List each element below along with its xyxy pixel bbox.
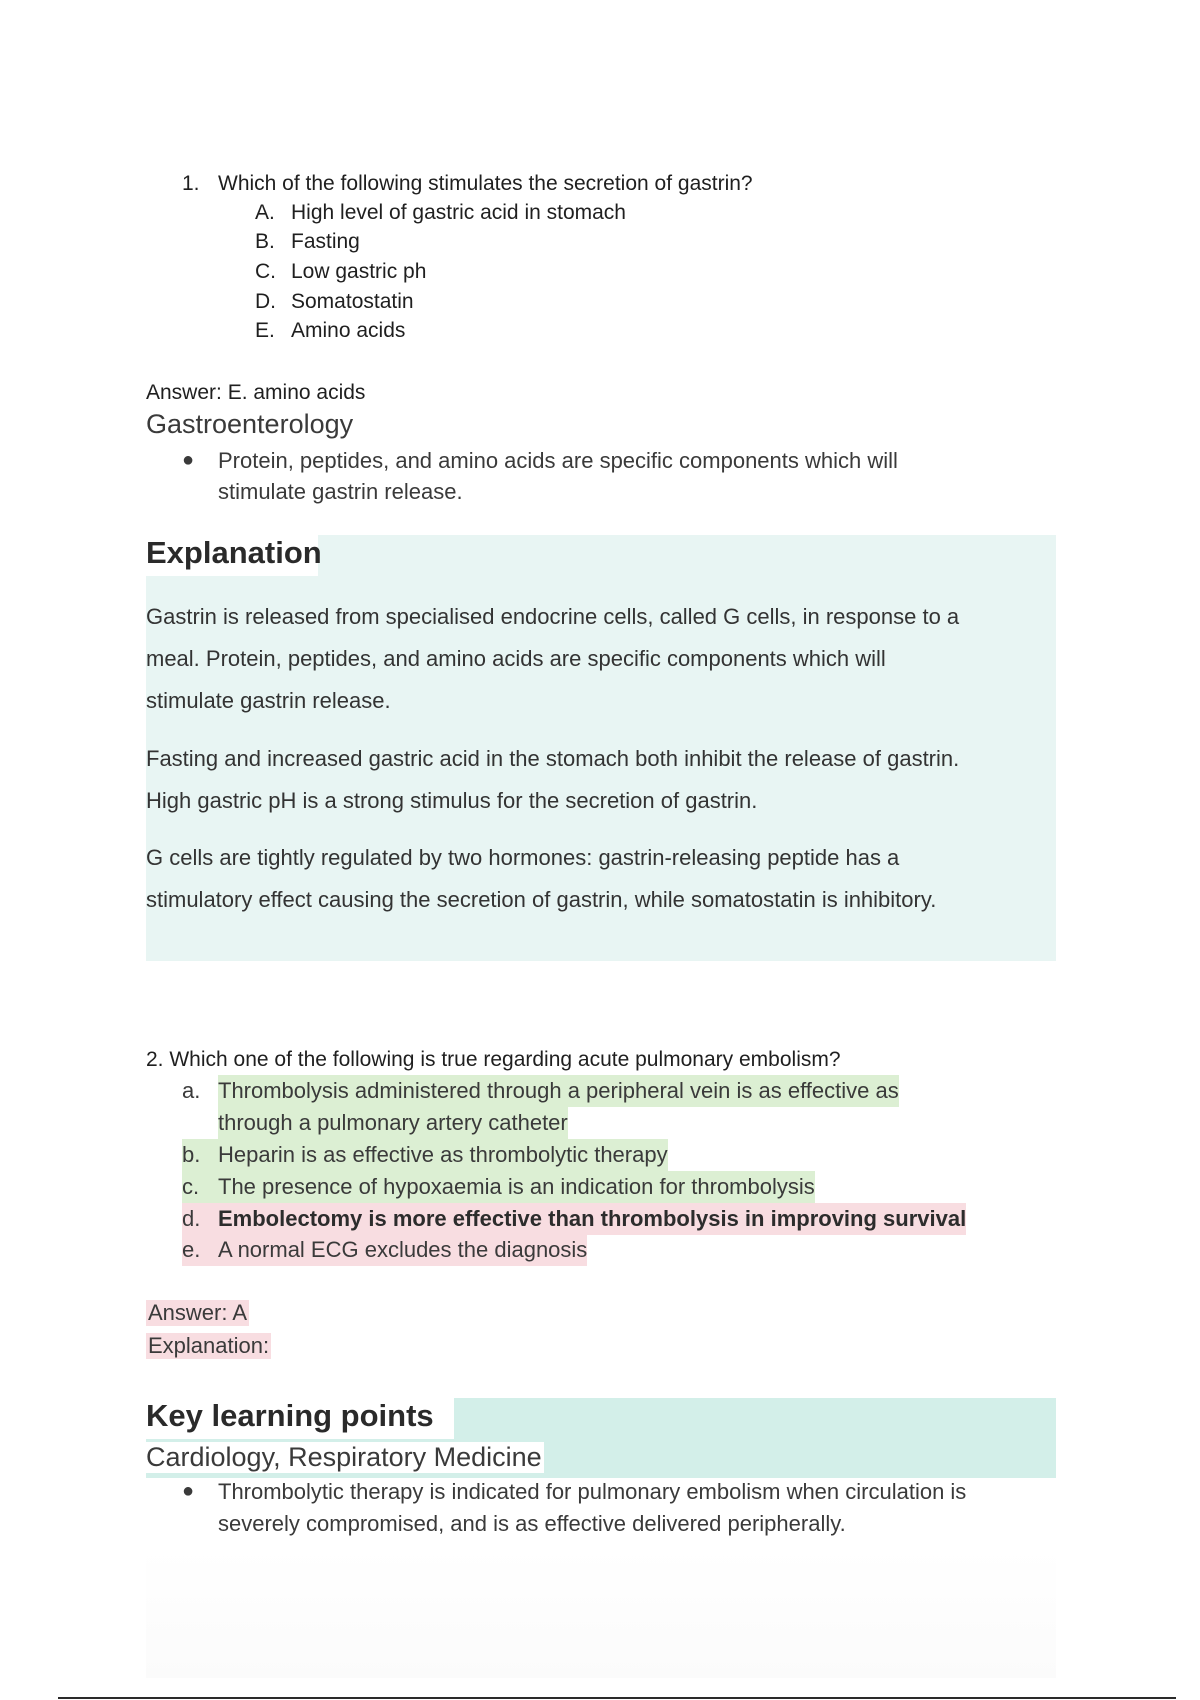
question-2-option-a — [182, 1075, 1052, 1139]
bottom-rule — [58, 1697, 1176, 1699]
explanation-line: G cells are tightly regulated by two hormones: gastrin-releasing peptide has a — [146, 845, 900, 870]
option-text: High level of gastric acid in stomach — [291, 201, 626, 224]
option-letter: d. — [182, 1203, 218, 1235]
question-2-stem: 2. Which one of the following is true regarding acute pulmonary embolism? — [146, 1048, 841, 1071]
question-1-option-d — [255, 290, 414, 314]
bullet-icon: ● — [182, 449, 195, 471]
explanation-line: Gastrin is released from specialised endocrine cells, called G cells, in response to a — [146, 604, 960, 629]
option-text-line: Thrombolysis administered through a peripheral vein is as effective as — [218, 1075, 899, 1107]
question-1-stem — [182, 172, 753, 196]
bullet-line: severely compromised, and is as effective delivered peripherally. — [218, 1511, 846, 1536]
explanation-paragraph-2 — [146, 738, 1051, 822]
question-2-option-b — [182, 1139, 1052, 1171]
question-1-topic: Gastroenterology — [146, 409, 354, 439]
option-text-line: Embolectomy is more effective than thrombolysis in improving survival — [218, 1203, 966, 1235]
question-2-explanation-label: Explanation: — [148, 1333, 270, 1358]
question-1-answer: Answer: E. amino acids — [146, 381, 366, 404]
option-letter: A. — [255, 201, 275, 224]
bullet-line: Protein, peptides, and amino acids are specific components which will — [218, 448, 898, 473]
option-text: Fasting — [291, 230, 360, 253]
explanation-line: meal. Protein, peptides, and amino acids are specific components which will — [146, 646, 886, 671]
option-letter: e. — [182, 1234, 218, 1266]
question-2-option-c — [182, 1171, 1052, 1203]
key-learning-points-heading: Key learning points — [146, 1398, 434, 1433]
option-letter: E. — [255, 319, 275, 342]
bullet-line: Thrombolytic therapy is indicated for pulmonary embolism when circulation is — [218, 1479, 967, 1504]
question-2-option-e — [182, 1234, 1052, 1266]
bullet-line: stimulate gastrin release. — [218, 479, 463, 504]
option-letter: C. — [255, 260, 276, 283]
question-2-option-d — [182, 1203, 1062, 1235]
option-text: Low gastric ph — [291, 260, 427, 283]
question-2-answer: Answer: A — [148, 1300, 248, 1325]
option-letter: D. — [255, 290, 276, 313]
explanation-line: stimulate gastrin release. — [146, 688, 391, 713]
key-learning-points-topic: Cardiology, Respiratory Medicine — [146, 1442, 542, 1472]
explanation-line: Fasting and increased gastric acid in the stomach both inhibit the release of gastrin. — [146, 746, 960, 771]
option-letter: c. — [182, 1171, 218, 1203]
question-1-option-a — [255, 201, 626, 225]
question-1-option-c — [255, 260, 426, 284]
option-letter: B. — [255, 230, 275, 253]
explanation-line: High gastric pH is a strong stimulus for the secretion of gastrin. — [146, 788, 758, 813]
key-learning-points-bullet — [182, 1476, 1062, 1540]
question-1-option-e — [255, 319, 405, 343]
option-text: Somatostatin — [291, 290, 414, 313]
option-letter: a. — [182, 1078, 201, 1103]
bullet-icon: ● — [182, 1480, 195, 1502]
question-1-bullet — [182, 445, 1052, 507]
option-text: Amino acids — [291, 319, 406, 342]
explanation-line: stimulatory effect causing the secretion of gastrin, while somatostatin is inhibitory. — [146, 887, 937, 912]
option-text-line: Heparin is as effective as thrombolytic therapy — [218, 1139, 668, 1171]
option-text-line: through a pulmonary artery catheter — [218, 1107, 568, 1139]
option-text-line: A normal ECG excludes the diagnosis — [218, 1234, 587, 1266]
option-text-line: The presence of hypoxaemia is an indication for thrombolysis — [218, 1171, 815, 1203]
explanation-heading: Explanation — [146, 535, 322, 570]
explanation-paragraph-3 — [146, 837, 1051, 921]
question-1-option-b — [255, 230, 360, 254]
question-1-text: Which of the following stimulates the secretion of gastrin? — [218, 172, 753, 195]
option-letter: b. — [182, 1139, 218, 1171]
question-1-number: 1. — [182, 172, 200, 195]
page-fade — [146, 1548, 1056, 1678]
explanation-paragraph-1 — [146, 596, 1051, 722]
